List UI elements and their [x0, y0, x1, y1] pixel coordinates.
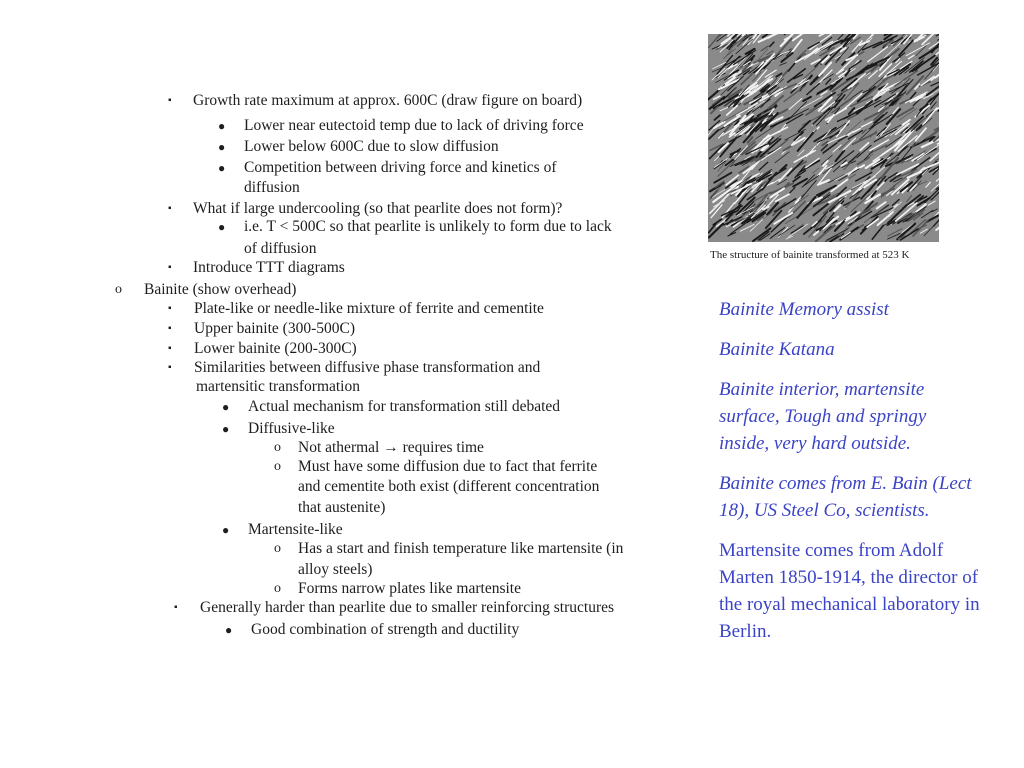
note-line: that austenite) — [298, 499, 386, 516]
side-note: Martensite comes from Adolf Marten 1850-1914, the director of the royal mechanical laboratory in Berlin. — [719, 540, 980, 642]
note-line: Has a start and finish temperature like martensite (in — [298, 540, 624, 557]
note-line: Generally harder than pearlite due to smaller reinforcing structures — [200, 599, 615, 616]
bullet-icon: ● — [218, 220, 226, 234]
note-line: diffusion — [244, 179, 300, 196]
side-note: Bainite comes from E. Bain (Lect 18), US Steel Co, scientists. — [719, 473, 972, 521]
note-line: Competition between driving force and kinetics of — [244, 159, 557, 176]
bullet-icon: ▪ — [168, 343, 172, 354]
note-line: martensitic transformation — [196, 378, 360, 395]
side-note: Bainite Katana — [719, 339, 835, 360]
bainite-micrograph — [708, 34, 939, 242]
note-line: Good combination of strength and ductility — [251, 621, 520, 638]
bullet-icon: ▪ — [168, 95, 172, 106]
micrograph-caption: The structure of bainite transformed at 523 K — [710, 249, 910, 261]
bullet-icon: o — [274, 581, 281, 596]
bullet-icon: ▪ — [168, 303, 172, 314]
note-line: Plate-like or needle-like mixture of ferrite and cementite — [194, 300, 544, 317]
note-line: Growth rate maximum at approx. 600C (draw figure on board) — [193, 92, 583, 109]
note-line: of diffusion — [244, 240, 317, 257]
bullet-icon: ● — [218, 161, 226, 175]
bullet-icon: ▪ — [168, 362, 172, 373]
bullet-icon: ▪ — [168, 203, 172, 214]
bullet-icon: ● — [222, 400, 230, 414]
note-line: Bainite (show overhead) — [144, 281, 297, 298]
bullet-icon: ● — [222, 523, 230, 537]
side-notes — [719, 296, 981, 658]
note-line: What if large undercooling (so that pearlite does not form)? — [193, 200, 563, 217]
note-line: Must have some diffusion due to fact that ferrite — [298, 458, 598, 475]
bullet-icon: ▪ — [174, 602, 178, 613]
note-line: and cementite both exist (different concentration — [298, 478, 600, 495]
side-note: Bainite Memory assist — [719, 299, 889, 320]
note-line: Diffusive-like — [248, 420, 335, 437]
bullet-icon: o — [274, 440, 281, 455]
bullet-icon: ● — [225, 623, 233, 637]
bullet-icon: ● — [222, 422, 230, 436]
note-line: Not athermal → requires time — [298, 439, 484, 456]
note-line: Lower near eutectoid temp due to lack of driving force — [244, 117, 584, 134]
bullet-icon: ● — [218, 140, 226, 154]
note-line: Actual mechanism for transformation still debated — [248, 398, 561, 415]
bullet-icon: o — [274, 541, 281, 556]
note-line: Lower bainite (200-300C) — [194, 340, 357, 357]
bullet-icon: ● — [218, 119, 226, 133]
bullet-icon: o — [274, 459, 281, 474]
bullet-icon: ▪ — [168, 323, 172, 334]
note-line: i.e. T < 500C so that pearlite is unlikely to form due to lack — [244, 218, 612, 235]
bullet-icon: ▪ — [168, 262, 172, 273]
note-line: Forms narrow plates like martensite — [298, 580, 521, 597]
note-line: Lower below 600C due to slow diffusion — [244, 138, 499, 155]
bullet-icon: o — [115, 282, 122, 297]
side-note: Bainite interior, martensite surface, Tough and springy inside, very hard outside. — [719, 379, 927, 454]
note-line: Introduce TTT diagrams — [193, 259, 345, 276]
note-line: Martensite-like — [248, 521, 343, 538]
note-line: Upper bainite (300-500C) — [194, 320, 355, 337]
note-line: Similarities between diffusive phase transformation and — [194, 359, 541, 376]
note-line: alloy steels) — [298, 561, 373, 578]
